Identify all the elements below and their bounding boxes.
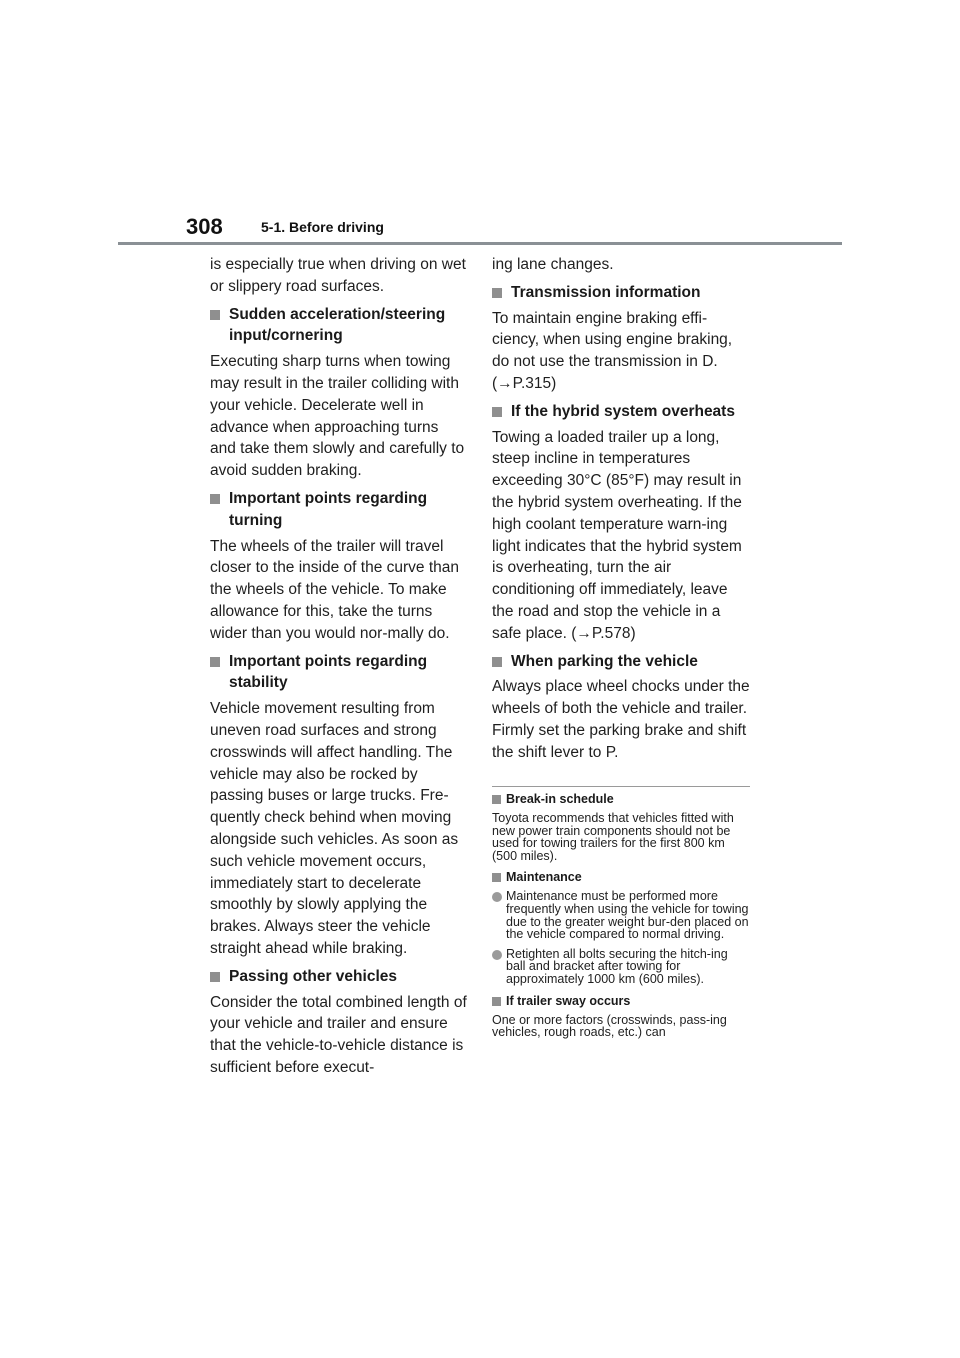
- square-bullet-icon: [210, 972, 220, 982]
- subheading-sudden-acceleration: Sudden acceleration/steering input/cornering: [210, 304, 468, 348]
- paragraph-stability: Vehicle movement resulting from uneven road surfaces and strong crosswinds will affect handling. The vehicle may also be rocked by passing buses or large trucks. Fre-quently check behind when moving alongside such vehicles. As soon as such vehicle movement occurs, immediately start to decelerate smoothly by slowly applying the brakes. Always steer the vehicle straight ahead while braking.: [210, 700, 459, 957]
- note-bullet-maintenance-2: Retighten all bolts securing the hitch-ing ball and bracket after towing for approximately 1000 km (600 miles).: [492, 948, 750, 986]
- paragraph-turning: The wheels of the trailer will travel closer to the inside of the curve than the wheels of the vehicle. To make allowance for this, take the turns wider than you would nor-mally do.: [210, 537, 460, 642]
- subheading-stability: Important points regarding stability: [210, 651, 468, 695]
- paragraph-sudden-acceleration: Executing sharp turns when towing may result in the trailer colliding with your vehicle. Decelerate well in advance when approaching turns and take them slowly and carefully to avoid sudden braking.: [210, 353, 465, 480]
- subheading-passing: Passing other vehicles: [210, 966, 468, 988]
- square-bullet-icon: [210, 310, 220, 320]
- paragraph-passing: Consider the total combined length of your vehicle and trailer and ensure that the vehicle-to-vehicle distance is sufficient before execut-: [210, 993, 467, 1076]
- note-text-sway: One or more factors (crosswinds, pass-ing vehicles, rough roads, etc.) can: [492, 1012, 727, 1040]
- page-number: 308: [186, 214, 223, 239]
- square-bullet-icon: [492, 657, 502, 667]
- left-column: [210, 254, 468, 1079]
- notes-box: [492, 786, 750, 1047]
- section-title: 5-1. Before driving: [261, 219, 384, 235]
- round-bullet-icon: [492, 892, 502, 902]
- square-bullet-icon: [492, 407, 502, 417]
- subheading-transmission: Transmission information: [492, 282, 750, 304]
- square-bullet-icon: [492, 795, 501, 804]
- round-bullet-icon: [492, 950, 502, 960]
- square-bullet-icon: [210, 657, 220, 667]
- square-bullet-icon: [492, 997, 501, 1006]
- subheading-hybrid-overheats: If the hybrid system overheats: [492, 401, 750, 423]
- right-intro-text: ing lane changes.: [492, 256, 614, 273]
- paragraph-parking: Always place wheel chocks under the wheels of both the vehicle and trailer. Firmly set the parking brake and shift the shift lever to P.: [492, 678, 750, 761]
- note-heading-maintenance: Maintenance: [492, 870, 750, 885]
- right-column: [492, 254, 750, 764]
- square-bullet-icon: [492, 288, 502, 298]
- subheading-parking: When parking the vehicle: [492, 651, 750, 673]
- left-intro-text: is especially true when driving on wet or slippery road surfaces.: [210, 256, 466, 295]
- note-heading-break-in: Break-in schedule: [492, 792, 750, 807]
- note-text-break-in: Toyota recommends that vehicles fitted with new power train components should not be used for towing trailers for the first 800 km (500 miles).: [492, 811, 734, 863]
- header-divider: [118, 242, 842, 245]
- paragraph-transmission: To maintain engine braking effi-ciency, when using engine braking, do not use the transmission in D. (→P.315): [492, 309, 733, 392]
- square-bullet-icon: [210, 494, 220, 504]
- subheading-turning: Important points regarding turning: [210, 488, 468, 532]
- paragraph-hybrid-overheats: Towing a loaded trailer up a long, steep incline in temperatures exceeding 30°C (85°F) may result in the hybrid system overheating. If the high coolant temperature warn-ing light indicates that the hybrid system is overheating, turn the air conditioning off immediately, leave the road and stop the vehicle in a safe place. (→P.578): [492, 428, 742, 642]
- square-bullet-icon: [492, 873, 501, 882]
- note-bullet-maintenance-1: Maintenance must be performed more frequently when using the vehicle for towing due to the greater weight bur-den placed on the vehicle compared to normal driving.: [492, 890, 750, 940]
- note-heading-sway: If trailer sway occurs: [492, 994, 750, 1009]
